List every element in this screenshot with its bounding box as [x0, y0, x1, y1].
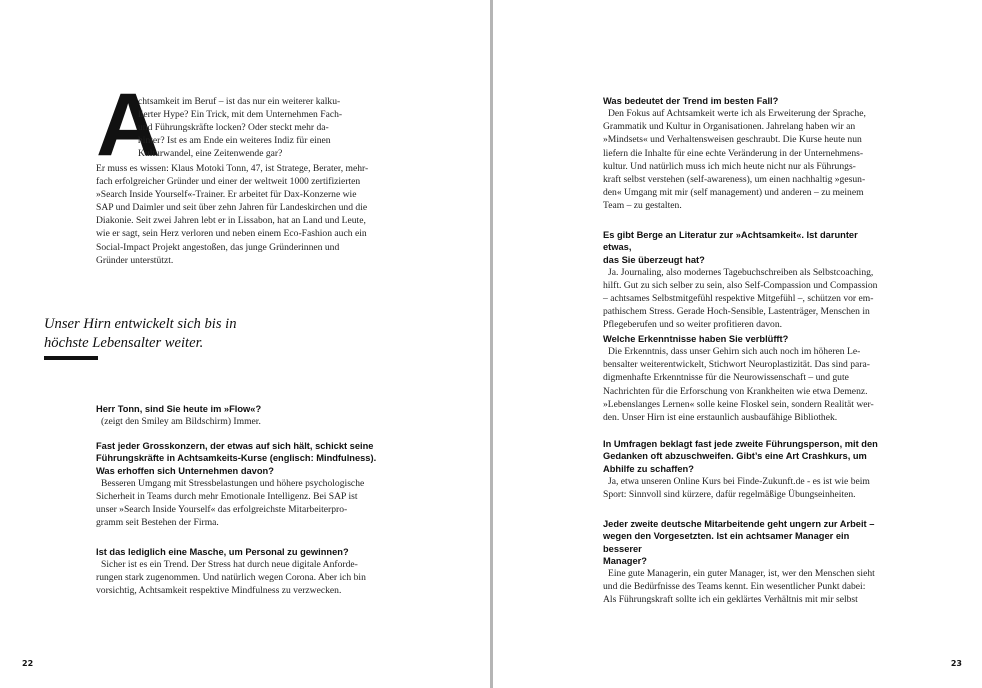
interview-question: Abhilfe zu schaffen?: [603, 463, 694, 474]
interview-question: Führungskräfte in Achtsamkeits-Kurse (englisch: Mindfulness).: [96, 453, 377, 464]
interview-answer: hilft. Gut zu sich selber zu sein, also Self-Compassion und Compassion: [603, 279, 878, 291]
interview-answer: gramm seit Bestehen der Firma.: [96, 517, 219, 529]
interview-answer: Sicher ist es ein Trend. Der Stress hat durch neue digitale Anforde-: [101, 559, 358, 571]
interview-answer: (zeigt den Smiley am Bildschirm) Immer.: [101, 416, 261, 428]
intro-line: chtsamkeit im Beruf – ist das nur ein weiterer kalku-: [138, 96, 341, 107]
interview-answer: kultur. Und natürlich muss ich mich heute nicht nur als Führungs-: [603, 160, 856, 172]
interview-question: Manager?: [603, 555, 647, 566]
interview-answer: Team – zu gestalten.: [603, 199, 682, 211]
qa-block: [603, 95, 886, 212]
qa-block: [96, 440, 388, 529]
interview-answer: digmenhafte Erkenntnisse für die Neurowissenschaft – und gute: [603, 372, 849, 384]
drop-cap: A: [96, 74, 161, 174]
interview-question: In Umfragen beklagt fast jede zweite Führungsperson, mit den: [603, 439, 878, 449]
interview-question: das Sie überzeugt hat?: [603, 254, 705, 265]
interview-answer: Den Fokus auf Achtsamkeit werte ich als Erweiterung der Sprache,: [608, 108, 866, 120]
qa-block: [603, 333, 886, 424]
interview-answer: Sport: Sinnvoll sind kürzere, dafür regelmäßige Übungseinheiten.: [603, 488, 856, 500]
pull-quote-rule: [44, 356, 98, 360]
pull-quote-line: Unser Hirn entwickelt sich bis in: [44, 316, 237, 332]
bio-line: Diakonie. Seit zwei Jahren lebt er in Lissabon, hat an Land und Leute,: [96, 215, 366, 227]
bio-line: wie er sagt, sein Herz verloren und neben einem Eco-Fashion auch ein: [96, 228, 367, 240]
interview-answer: kraft selbst verstehen (self-awareness), um einen nachhaltig »gesun-: [603, 173, 866, 185]
qa-block: [603, 438, 886, 501]
interview-answer: Besseren Umgang mit Stressbelastungen und höhere psychologische: [101, 477, 365, 489]
interview-answer: Als Führungskraft sollte ich ein geklärtes Verhältnis mit mir selbst: [603, 594, 858, 606]
interview-answer: den. Unser Hirn ist eine erstaunlich ausbaufähige Bibliothek.: [603, 411, 838, 423]
interview-answer: pathischem Stress. Gerade Hoch-Sensible, Lastenträger, Menschen in: [603, 306, 870, 318]
interview-question: Jeder zweite deutsche Mitarbeitende geht ungern zur Arbeit –: [603, 519, 875, 529]
bio-line: Er muss es wissen: Klaus Motoki Tonn, 47, ist Stratege, Berater, mehr-: [96, 163, 369, 174]
intro-line: hinter? Ist es am Ende ein weiteres Indiz für einen: [138, 135, 331, 147]
interview-question: Fast jeder Grosskonzern, der etwas auf sich hält, schickt seine: [96, 441, 374, 451]
interview-answer: den« Umgang mit mir (self management) und anderen – zu meinem: [603, 186, 864, 198]
interview-question: wegen den Vorgesetzten. Ist ein achtsamer Manager ein besserer: [603, 531, 850, 554]
intro-line: lierter Hype? Ein Trick, mit dem Unternehmen Fach-: [138, 109, 343, 121]
interview-answer: – achtsames Selbstmitgefühl respektive Mitgefühl –, schützen vor em-: [603, 293, 874, 305]
qa-block: [603, 518, 886, 606]
interview-answer: Grammatik und Kultur in Organisationen. Jahrelang haben wir an: [603, 121, 856, 133]
bio-line: Gründer unterstützt.: [96, 254, 174, 266]
interview-answer: Eine gute Managerin, ein guter Manager, ist, wer den Menschen sieht: [608, 568, 875, 580]
interview-answer: Ja. Journaling, also modernes Tagebuchschreiben als Selbstcoaching,: [608, 266, 874, 278]
qa-block: [96, 403, 388, 428]
interview-answer: Sicherheit in Teams durch mehr Emotionale Intelligenz. Bei SAP ist: [96, 490, 358, 502]
intro-line: und Führungskräfte locken? Oder steckt mehr da-: [138, 122, 329, 134]
interview-question: Welche Erkenntnisse haben Sie verblüfft?: [603, 334, 789, 344]
qa-block: [603, 229, 886, 331]
bio-line: Social-Impact Projekt angestoßen, das junge Gründerinnen und: [96, 241, 340, 253]
page-number-left: 22: [22, 659, 34, 668]
interview-answer: und die Bedürfnisse des Teams kennt. Ein wesentlicher Punkt dabei:: [603, 581, 866, 593]
interview-answer: unser »Search Inside Yourself« das erfolgreichste Mitarbeiterpro-: [96, 504, 348, 516]
bio-line: fach erfolgreicher Gründer und einer der weltweit 1000 zertifizierten: [96, 176, 361, 188]
right-page: [493, 0, 982, 688]
intro-line: Kulturwandel, eine Zeitenwende gar?: [138, 148, 283, 160]
interview-question: Herr Tonn, sind Sie heute im »Flow«?: [96, 404, 262, 414]
interview-answer: »Mindsets« und Verhaltensweisen geschraubt. Die Kurse heute nun: [603, 134, 862, 146]
interview-answer: Nachrichten für die Erforschung von Krankheiten wie etwa Demenz.: [603, 385, 868, 397]
interview-question: Was bedeutet der Trend im besten Fall?: [603, 96, 779, 106]
interview-answer: Die Erkenntnis, dass unser Gehirn sich auch noch im höheren Le-: [608, 346, 861, 358]
interview-answer: bensalter weiterentwickelt, Stichwort Neuroplastizität. Das sind para-: [603, 359, 870, 371]
interview-answer: Ja, etwa unseren Online Kurs bei Finde-Zukunft.de - es ist wie beim: [608, 475, 870, 487]
bio-line: »Search Inside Yourself«-Trainer. Er arbeitet für Dax-Konzerne wie: [96, 189, 357, 201]
interview-answer: liefern die Inhalte für eine echte Veränderung in der Unternehmens-: [603, 147, 864, 159]
qa-block: [96, 546, 388, 598]
interview-question: Was erhoffen sich Unternehmen davon?: [96, 465, 274, 476]
pull-quote-line: höchste Lebensalter weiter.: [44, 335, 204, 351]
page-number-right: 23: [950, 659, 962, 668]
bio-line: SAP und Daimler und seit über zehn Jahren für Landeskirchen und die: [96, 202, 368, 214]
interview-answer: »Lebenslanges Lernen« solle keine Floskel sein, sondern Realität wer-: [603, 398, 874, 410]
bio-paragraph: [96, 162, 388, 267]
intro-paragraph: [96, 95, 381, 160]
interview-answer: Pflegeberufen und so weiter profitieren davon.: [603, 319, 783, 331]
pull-quote: [44, 315, 304, 353]
interview-question: Ist das lediglich eine Masche, um Personal zu gewinnen?: [96, 547, 349, 557]
interview-answer: vorsichtig, Achtsamkeit respektive Mindfulness zu verzwecken.: [96, 585, 342, 597]
left-page: [0, 0, 490, 688]
interview-question: Gedanken oft abzuschweifen. Gibt’s eine Art Crashkurs, um: [603, 451, 867, 462]
interview-question: Es gibt Berge an Literatur zur »Achtsamkeit«. Ist darunter etwas,: [603, 230, 858, 253]
interview-answer: rungen stark zugenommen. Und natürlich wegen Corona. Aber ich bin: [96, 572, 366, 584]
